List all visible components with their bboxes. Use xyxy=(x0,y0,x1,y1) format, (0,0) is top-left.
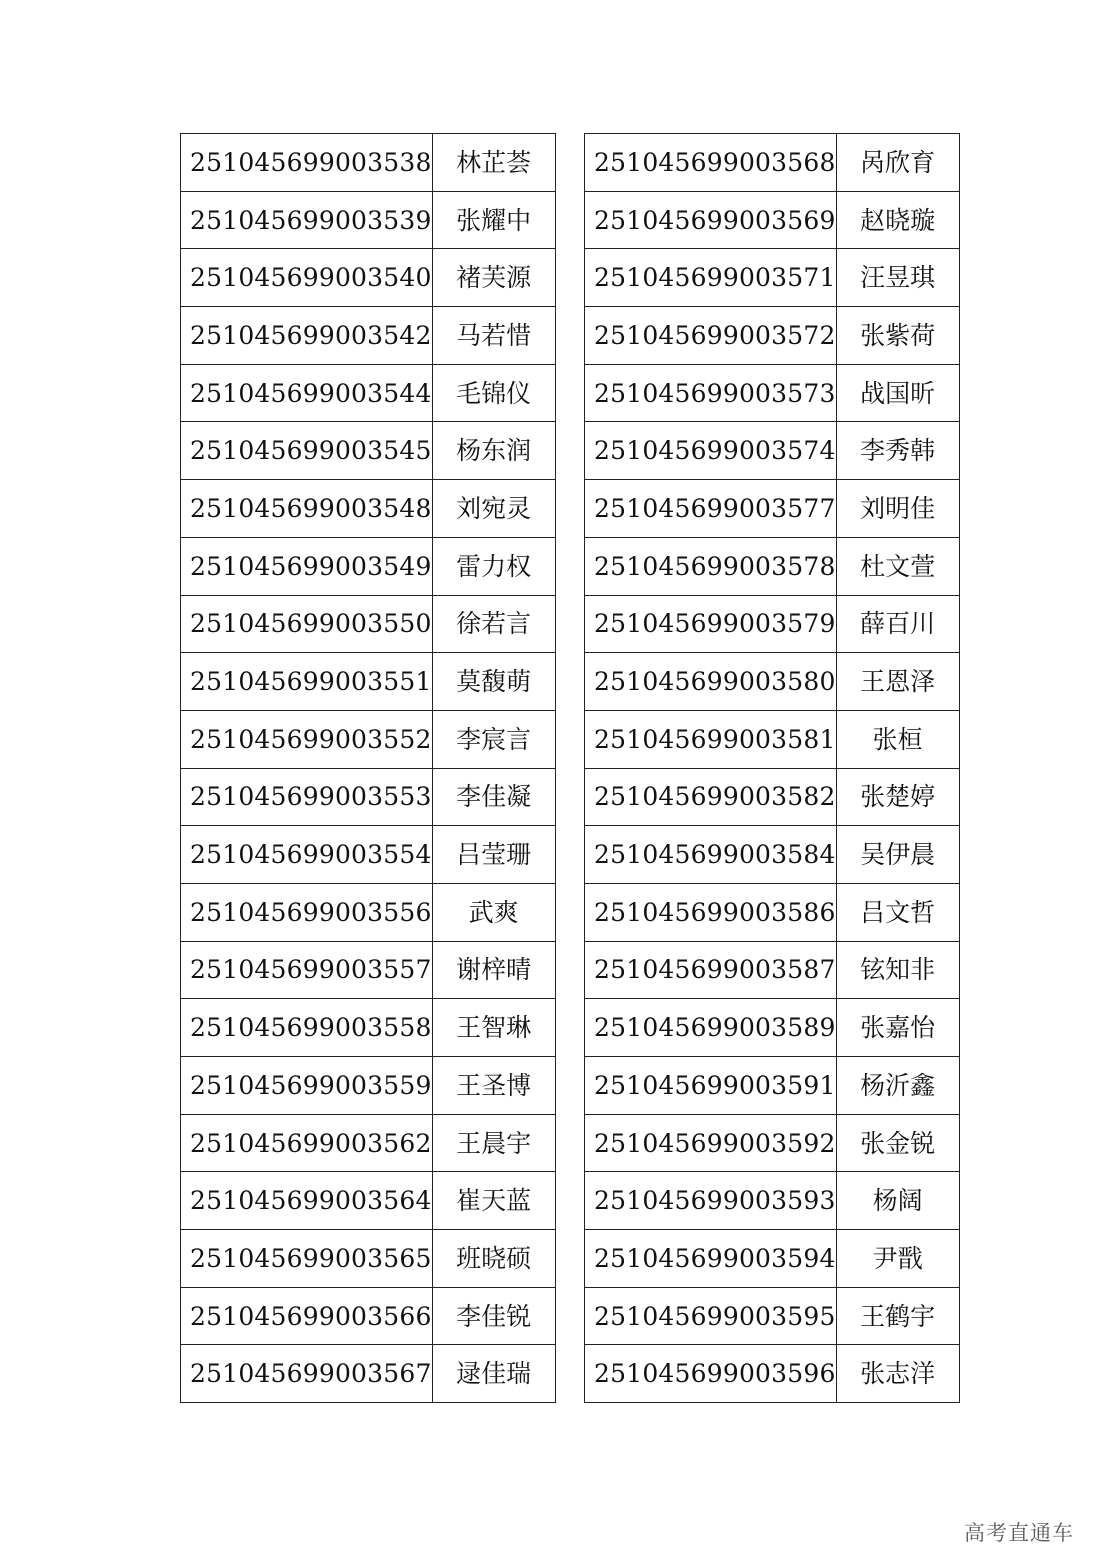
table-row xyxy=(585,537,960,595)
table-row xyxy=(181,249,556,307)
student-name-cell: 王晨宇 xyxy=(432,1114,555,1172)
exam-number-cell: 251045699003558 xyxy=(181,999,433,1057)
exam-number-cell: 251045699003539 xyxy=(181,191,433,249)
roster-table-left xyxy=(180,133,556,1403)
exam-number-cell: 251045699003553 xyxy=(181,768,433,826)
student-name-cell: 张紫荷 xyxy=(836,307,959,365)
exam-number-cell: 251045699003565 xyxy=(181,1230,433,1288)
student-name-cell: 班晓硕 xyxy=(432,1230,555,1288)
exam-number-cell: 251045699003578 xyxy=(585,537,837,595)
table-row xyxy=(181,134,556,192)
exam-number-cell: 251045699003581 xyxy=(585,710,837,768)
exam-number-cell: 251045699003568 xyxy=(585,134,837,192)
table-row xyxy=(585,1114,960,1172)
student-name-cell: 李秀韩 xyxy=(836,422,959,480)
roster-table-right-body xyxy=(585,134,960,1403)
student-name-cell: 张楚婷 xyxy=(836,768,959,826)
student-name-cell: 王圣博 xyxy=(432,1057,555,1115)
exam-number-cell: 251045699003584 xyxy=(585,826,837,884)
table-row xyxy=(585,653,960,711)
table-row xyxy=(181,826,556,884)
exam-number-cell: 251045699003554 xyxy=(181,826,433,884)
student-name-cell: 尹戬 xyxy=(836,1230,959,1288)
table-row xyxy=(181,1287,556,1345)
student-name-cell: 杜文萱 xyxy=(836,537,959,595)
student-name-cell: 张志洋 xyxy=(836,1345,959,1403)
student-name-cell: 马若惜 xyxy=(432,307,555,365)
exam-number-cell: 251045699003572 xyxy=(585,307,837,365)
roster-table-right xyxy=(584,133,960,1403)
exam-number-cell: 251045699003569 xyxy=(585,191,837,249)
student-name-cell: 李佳锐 xyxy=(432,1287,555,1345)
student-name-cell: 杨沂鑫 xyxy=(836,1057,959,1115)
table-row xyxy=(585,1057,960,1115)
student-name-cell: 吴伊晨 xyxy=(836,826,959,884)
exam-number-cell: 251045699003577 xyxy=(585,480,837,538)
student-name-cell: 逯佳瑞 xyxy=(432,1345,555,1403)
student-name-cell: 吕文哲 xyxy=(836,883,959,941)
student-name-cell: 呙欣育 xyxy=(836,134,959,192)
student-name-cell: 张金锐 xyxy=(836,1114,959,1172)
table-row xyxy=(181,1057,556,1115)
student-name-cell: 李佳凝 xyxy=(432,768,555,826)
table-row xyxy=(181,364,556,422)
exam-number-cell: 251045699003548 xyxy=(181,480,433,538)
table-row xyxy=(181,1230,556,1288)
student-name-cell: 张耀中 xyxy=(432,191,555,249)
exam-number-cell: 251045699003557 xyxy=(181,941,433,999)
student-name-cell: 汪昱琪 xyxy=(836,249,959,307)
student-name-cell: 张嘉怡 xyxy=(836,999,959,1057)
table-row xyxy=(585,710,960,768)
table-row xyxy=(585,999,960,1057)
exam-number-cell: 251045699003564 xyxy=(181,1172,433,1230)
student-name-cell: 吕莹珊 xyxy=(432,826,555,884)
table-row xyxy=(585,364,960,422)
exam-number-cell: 251045699003587 xyxy=(585,941,837,999)
student-name-cell: 褚芙源 xyxy=(432,249,555,307)
student-name-cell: 雷力权 xyxy=(432,537,555,595)
exam-number-cell: 251045699003573 xyxy=(585,364,837,422)
exam-number-cell: 251045699003566 xyxy=(181,1287,433,1345)
exam-number-cell: 251045699003559 xyxy=(181,1057,433,1115)
student-name-cell: 刘明佳 xyxy=(836,480,959,538)
exam-number-cell: 251045699003593 xyxy=(585,1172,837,1230)
student-name-cell: 张桓 xyxy=(836,710,959,768)
table-row xyxy=(585,595,960,653)
table-row xyxy=(585,883,960,941)
student-name-cell: 王智琳 xyxy=(432,999,555,1057)
exam-number-cell: 251045699003582 xyxy=(585,768,837,826)
table-row xyxy=(181,595,556,653)
roster-table-left-body xyxy=(181,134,556,1403)
student-name-cell: 谢梓晴 xyxy=(432,941,555,999)
student-name-cell: 莫馥萌 xyxy=(432,653,555,711)
table-row xyxy=(181,768,556,826)
exam-number-cell: 251045699003556 xyxy=(181,883,433,941)
table-row xyxy=(181,883,556,941)
table-row xyxy=(181,1172,556,1230)
table-row xyxy=(585,941,960,999)
exam-number-cell: 251045699003579 xyxy=(585,595,837,653)
exam-number-cell: 251045699003542 xyxy=(181,307,433,365)
student-name-cell: 刘宛灵 xyxy=(432,480,555,538)
exam-number-cell: 251045699003538 xyxy=(181,134,433,192)
exam-number-cell: 251045699003552 xyxy=(181,710,433,768)
exam-number-cell: 251045699003544 xyxy=(181,364,433,422)
table-row xyxy=(181,653,556,711)
table-row xyxy=(181,999,556,1057)
student-name-cell: 武爽 xyxy=(432,883,555,941)
table-row xyxy=(181,537,556,595)
student-name-cell: 杨东润 xyxy=(432,422,555,480)
table-row xyxy=(181,1114,556,1172)
exam-number-cell: 251045699003574 xyxy=(585,422,837,480)
student-name-cell: 杨阔 xyxy=(836,1172,959,1230)
table-row xyxy=(181,307,556,365)
student-name-cell: 薛百川 xyxy=(836,595,959,653)
exam-number-cell: 251045699003551 xyxy=(181,653,433,711)
table-row xyxy=(585,191,960,249)
table-row xyxy=(585,1287,960,1345)
table-row xyxy=(181,710,556,768)
table-row xyxy=(585,1345,960,1403)
exam-number-cell: 251045699003562 xyxy=(181,1114,433,1172)
table-row xyxy=(585,422,960,480)
table-row xyxy=(181,191,556,249)
exam-number-cell: 251045699003571 xyxy=(585,249,837,307)
student-name-cell: 战国昕 xyxy=(836,364,959,422)
exam-number-cell: 251045699003545 xyxy=(181,422,433,480)
watermark-text: 高考直通车 xyxy=(964,1521,1074,1545)
student-name-cell: 铉知非 xyxy=(836,941,959,999)
exam-number-cell: 251045699003580 xyxy=(585,653,837,711)
exam-number-cell: 251045699003586 xyxy=(585,883,837,941)
exam-number-cell: 251045699003591 xyxy=(585,1057,837,1115)
table-row xyxy=(585,826,960,884)
exam-number-cell: 251045699003549 xyxy=(181,537,433,595)
table-row xyxy=(585,1172,960,1230)
table-row xyxy=(585,249,960,307)
exam-number-cell: 251045699003596 xyxy=(585,1345,837,1403)
exam-number-cell: 251045699003592 xyxy=(585,1114,837,1172)
exam-number-cell: 251045699003567 xyxy=(181,1345,433,1403)
table-row xyxy=(585,768,960,826)
exam-number-cell: 251045699003595 xyxy=(585,1287,837,1345)
student-name-cell: 崔天蓝 xyxy=(432,1172,555,1230)
exam-number-cell: 251045699003589 xyxy=(585,999,837,1057)
table-row xyxy=(585,307,960,365)
table-row xyxy=(181,1345,556,1403)
exam-number-cell: 251045699003550 xyxy=(181,595,433,653)
student-name-cell: 王恩泽 xyxy=(836,653,959,711)
table-row xyxy=(181,422,556,480)
table-row xyxy=(585,1230,960,1288)
table-row xyxy=(181,480,556,538)
table-row xyxy=(181,941,556,999)
student-name-cell: 赵晓璇 xyxy=(836,191,959,249)
table-row xyxy=(585,480,960,538)
student-name-cell: 王鹤宇 xyxy=(836,1287,959,1345)
student-name-cell: 林芷荟 xyxy=(432,134,555,192)
exam-number-cell: 251045699003540 xyxy=(181,249,433,307)
student-name-cell: 毛锦仪 xyxy=(432,364,555,422)
table-row xyxy=(585,134,960,192)
student-name-cell: 李宸言 xyxy=(432,710,555,768)
exam-number-cell: 251045699003594 xyxy=(585,1230,837,1288)
student-name-cell: 徐若言 xyxy=(432,595,555,653)
